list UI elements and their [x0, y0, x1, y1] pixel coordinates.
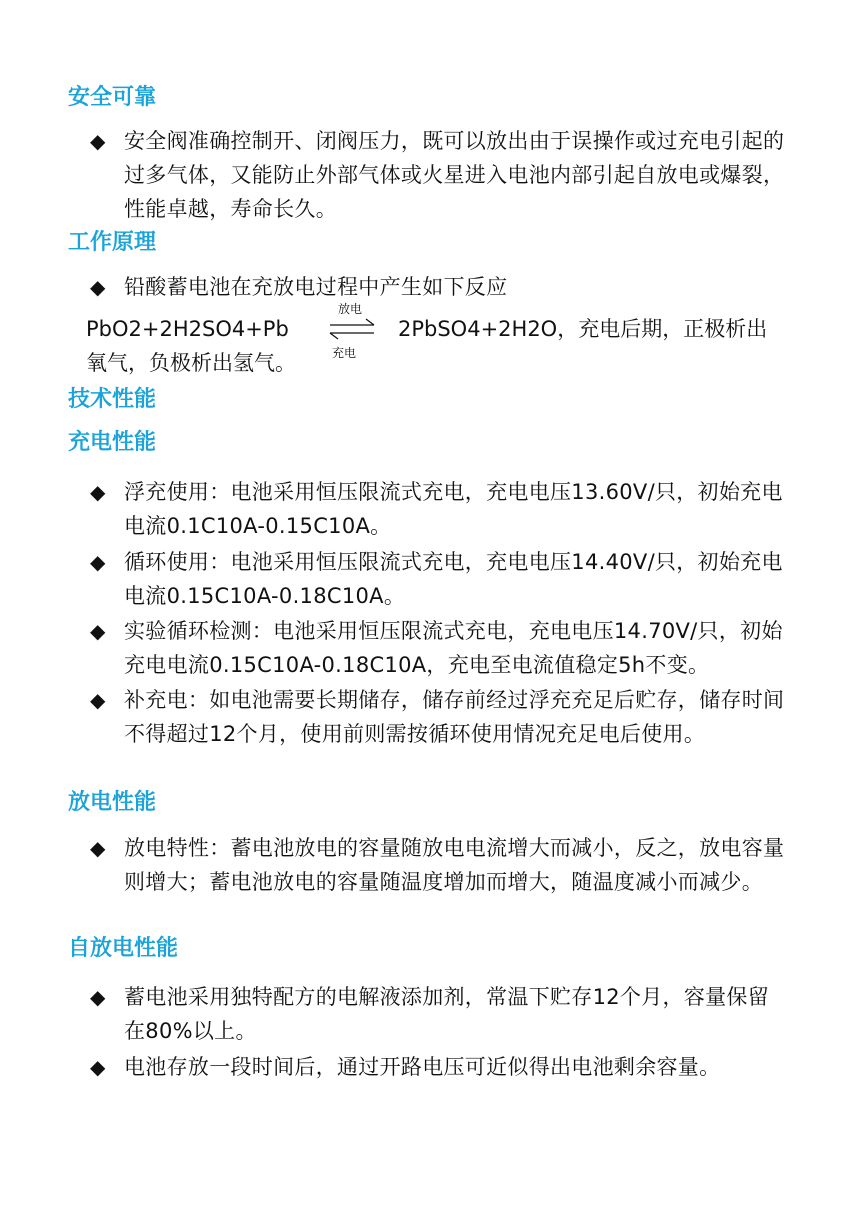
list-item: [90, 545, 790, 613]
arrow-label-discharge: 放电: [338, 302, 363, 316]
list-item: [90, 124, 790, 226]
diamond-bullet-icon: ◆: [90, 688, 106, 712]
item-text: 安全阀准确控制开、闭阀压力，既可以放出由于误操作或过充电引起的过多气体，又能防止外部气体或火星进入电池内部引起自放电或爆裂，性能卓越，寿命长久。: [124, 129, 785, 221]
list-item: [90, 270, 790, 304]
item-text: 循环使用：电池采用恒压限流式充电，充电电压14.40V/只，初始充电电流0.15C10A-0.18C10A。: [124, 550, 783, 608]
item-text: 电池存放一段时间后，通过开路电压可近似得出电池剩余容量。: [124, 1055, 721, 1079]
diamond-bullet-icon: ◆: [90, 550, 106, 574]
diamond-bullet-icon: ◆: [90, 836, 106, 860]
list-item: [90, 475, 790, 543]
item-text: 浮充使用：电池采用恒压限流式充电，充电电压13.60V/只，初始充电电流0.1C10A-0.15C10A。: [124, 480, 783, 538]
diamond-bullet-icon: ◆: [90, 480, 106, 504]
item-text: 铅酸蓄电池在充放电过程中产生如下反应: [124, 275, 508, 299]
reversible-arrow: [324, 300, 384, 362]
diamond-bullet-icon: ◆: [90, 619, 106, 643]
section-heading-self-discharge: 自放电性能: [68, 936, 179, 961]
list-item: [90, 614, 790, 682]
formula-products: 2PbSO4+2H2O，充电后期，正极析出: [398, 317, 768, 341]
section-heading-tech: 技术性能: [68, 387, 157, 412]
reaction-formula: [86, 302, 790, 380]
diamond-bullet-icon: ◆: [90, 275, 106, 299]
arrow-label-charge: 充电: [332, 346, 357, 360]
list-item: [90, 980, 790, 1048]
item-text: 补充电：如电池需要长期储存，储存前经过浮充充足后贮存，储存时间不得超过12个月，使用前则需按循环使用情况充足电后使用。: [124, 688, 785, 746]
section-heading-discharge: 放电性能: [68, 790, 157, 815]
section-heading-safety: 安全可靠: [68, 85, 157, 110]
item-text: 蓄电池采用独特配方的电解液添加剂，常温下贮存12个月，容量保留在80%以上。: [124, 985, 770, 1043]
list-item: [90, 1050, 790, 1084]
diamond-bullet-icon: ◆: [90, 129, 106, 153]
section-heading-principle: 工作原理: [68, 230, 157, 255]
diamond-bullet-icon: ◆: [90, 1055, 106, 1079]
section-heading-charge: 充电性能: [68, 430, 157, 455]
formula-reactants: PbO2+2H2SO4+Pb: [86, 317, 289, 341]
list-item: [90, 683, 790, 751]
list-item: [90, 831, 790, 899]
item-text: 放电特性：蓄电池放电的容量随放电电流增大而减小，反之，放电容量则增大；蓄电池放电的容量随温度增加而增大，随温度减小而减少。: [124, 836, 785, 894]
diamond-bullet-icon: ◆: [90, 985, 106, 1009]
item-text: 实验循环检测：电池采用恒压限流式充电，充电电压14.70V/只，初始充电电流0.15C10A-0.18C10A，充电至电流值稳定5h不变。: [124, 619, 783, 677]
formula-continuation: 氧气，负极析出氢气。: [86, 351, 296, 375]
